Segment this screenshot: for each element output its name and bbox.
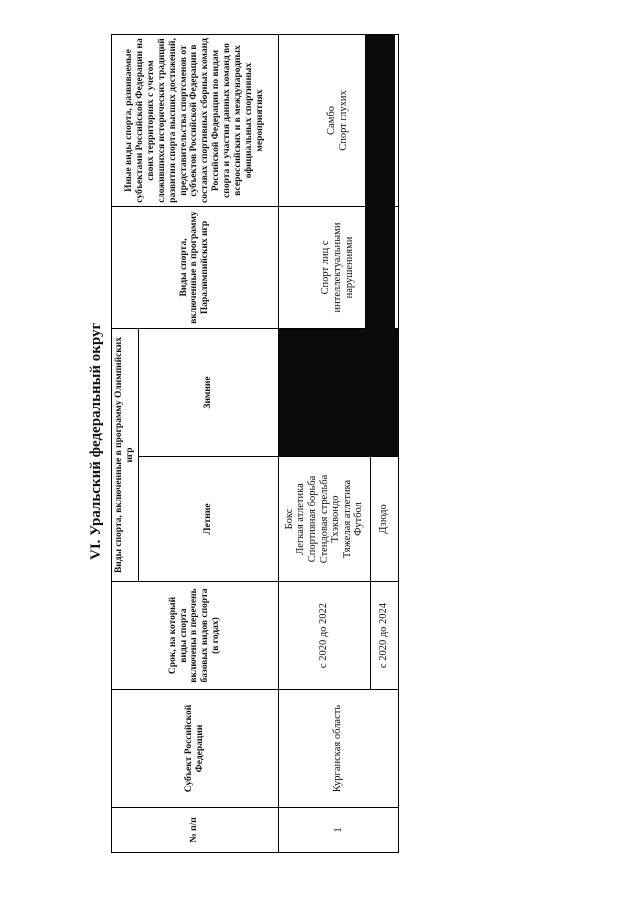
list-item: Спорт глухих bbox=[338, 90, 350, 151]
redaction-block bbox=[365, 35, 395, 385]
list-item: Бокс bbox=[283, 508, 295, 530]
header-olympic: Виды спорта, включенные в программу Олимпийских игр bbox=[112, 329, 139, 582]
list-item: Спортивная борьба bbox=[307, 475, 319, 563]
list-item: Самбо bbox=[326, 106, 338, 135]
list-item: Футбол bbox=[353, 502, 365, 536]
cell-summer-1 bbox=[278, 457, 370, 582]
header-summer: Летние bbox=[138, 457, 278, 582]
header-winter: Зимние bbox=[138, 329, 278, 457]
cell-row-num: 1 bbox=[278, 808, 398, 853]
header-subject: Субъект Российской Федерации bbox=[112, 690, 279, 808]
header-num: № п/п bbox=[112, 808, 279, 853]
cell-term-1: с 2020 до 2022 bbox=[278, 582, 370, 690]
header-paralympic: Виды спорта, включенные в программу Паралимпийских игр bbox=[112, 207, 279, 329]
list-item: Тяжелая атлетика bbox=[341, 479, 353, 559]
list-item: Легкая атлетика bbox=[295, 483, 307, 555]
header-other: Иные виды спорта, развиваемые субъектами Российской Федерации на своих территориях с учетом сложившихся исторических традиций развития спорта высших достижений, представительства спортсменов от субъектов Российской Федерации в составах спортивных сборных команд Российской Федерации по видам спорта и участия данных команд во всероссийских и в международных официальных спортивных мероприятиях bbox=[112, 35, 279, 207]
list-item: Стендовая стрельба bbox=[318, 474, 330, 564]
header-term: Срок, на который виды спорта включены в перечень базовых видов спорта (в годах) bbox=[112, 582, 279, 690]
cell-subject: Курганская область bbox=[278, 690, 398, 808]
sports-table bbox=[111, 35, 396, 853]
paralympic-text: Спорт лиц с интеллектуальными нарушениями bbox=[320, 222, 356, 313]
page-title: VI. Уральский федеральный округ bbox=[88, 322, 104, 560]
cell-term-2: с 2020 до 2024 bbox=[370, 582, 398, 690]
cell-summer-2: Дзюдо bbox=[370, 457, 398, 582]
list-item: Тхэквондо bbox=[330, 495, 342, 543]
